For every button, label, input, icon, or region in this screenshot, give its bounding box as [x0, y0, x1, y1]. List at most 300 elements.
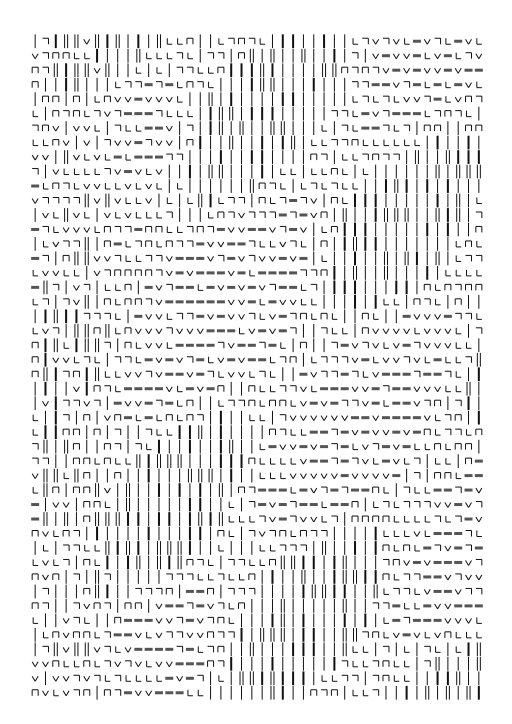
hook-glyph: [228, 559, 234, 565]
double-bar-glyph: [250, 179, 253, 193]
open-box-glyph: [94, 429, 100, 435]
open-box-glyph: [311, 154, 317, 160]
open-box-glyph: [146, 241, 152, 247]
chevron-glyph: [84, 227, 90, 232]
chevron-glyph: [424, 387, 430, 392]
corner-glyph: [384, 632, 389, 638]
hook-glyph: [300, 270, 306, 276]
corner-glyph: [229, 531, 234, 537]
corner-glyph: [477, 617, 482, 623]
corner-glyph: [446, 458, 451, 464]
corner-glyph: [343, 198, 348, 204]
chevron-glyph: [32, 676, 38, 681]
corner-glyph: [33, 487, 38, 493]
corner-glyph: [415, 140, 420, 146]
corner-glyph: [477, 313, 482, 319]
hook-glyph: [197, 82, 203, 88]
corner-glyph: [136, 255, 141, 261]
corner-glyph: [322, 183, 327, 189]
corner-glyph: [116, 313, 121, 319]
chevron-glyph: [42, 532, 48, 537]
chevron-glyph: [239, 372, 245, 377]
chevron-glyph: [32, 662, 38, 667]
chevron-glyph: [362, 474, 368, 479]
hook-glyph: [280, 226, 286, 232]
corner-glyph: [250, 559, 255, 565]
open-box-glyph: [156, 226, 162, 232]
open-box-glyph: [435, 473, 441, 479]
chevron-glyph: [259, 532, 265, 537]
hook-glyph: [42, 299, 48, 305]
chevron-glyph: [42, 560, 48, 565]
hook-glyph: [321, 154, 327, 160]
hook-glyph: [269, 212, 275, 218]
corner-glyph: [136, 125, 141, 131]
corner-glyph: [54, 690, 59, 696]
corner-glyph: [467, 111, 472, 117]
corner-glyph: [126, 675, 131, 681]
chevron-glyph: [94, 68, 100, 73]
hook-glyph: [259, 371, 265, 377]
double-bar-glyph: [457, 194, 460, 208]
hook-glyph: [218, 342, 224, 348]
chevron-glyph: [414, 633, 420, 638]
chevron-glyph: [197, 329, 203, 334]
hook-glyph: [239, 559, 245, 565]
corner-glyph: [43, 140, 48, 146]
double-bar-glyph: [354, 266, 357, 280]
open-box-glyph: [135, 270, 141, 276]
double-bar-glyph: [44, 440, 47, 454]
corner-glyph: [188, 53, 193, 59]
hook-glyph: [84, 284, 90, 290]
open-box-glyph: [455, 444, 461, 450]
corner-glyph: [353, 183, 358, 189]
double-bar-glyph: [395, 179, 398, 193]
chevron-glyph: [84, 126, 90, 131]
chevron-glyph: [73, 155, 79, 160]
chevron-glyph: [424, 68, 430, 73]
hook-glyph: [321, 371, 327, 377]
hook-glyph: [166, 574, 172, 580]
open-box-glyph: [239, 487, 245, 493]
double-bar-glyph: [106, 541, 109, 555]
open-box-glyph: [445, 284, 451, 290]
corner-glyph: [456, 357, 461, 363]
corner-glyph: [74, 661, 79, 667]
open-box-glyph: [32, 574, 38, 580]
chevron-glyph: [32, 199, 38, 204]
chevron-glyph: [404, 68, 410, 73]
corner-glyph: [260, 38, 265, 44]
chevron-glyph: [239, 227, 245, 232]
corner-glyph: [405, 531, 410, 537]
hook-glyph: [383, 111, 389, 117]
hook-glyph: [197, 675, 203, 681]
hook-glyph: [269, 284, 275, 290]
corner-glyph: [281, 169, 286, 175]
open-box-glyph: [32, 603, 38, 609]
corner-glyph: [157, 675, 162, 681]
double-bar-glyph: [178, 541, 181, 555]
hook-glyph: [476, 588, 482, 594]
open-box-glyph: [383, 661, 389, 667]
double-bar-glyph: [457, 165, 460, 179]
corner-glyph: [167, 198, 172, 204]
open-box-glyph: [321, 212, 327, 218]
hook-glyph: [280, 415, 286, 421]
chevron-glyph: [115, 97, 121, 102]
chevron-glyph: [135, 329, 141, 334]
hook-glyph: [166, 154, 172, 160]
chevron-glyph: [404, 54, 410, 59]
chevron-glyph: [269, 503, 275, 508]
corner-glyph: [467, 270, 472, 276]
corner-glyph: [178, 386, 183, 392]
hook-glyph: [73, 400, 79, 406]
hook-glyph: [424, 661, 430, 667]
hook-glyph: [156, 82, 162, 88]
corner-glyph: [363, 140, 368, 146]
corner-glyph: [147, 632, 152, 638]
chevron-glyph: [94, 647, 100, 652]
chevron-glyph: [42, 401, 48, 406]
double-bar-glyph: [271, 686, 274, 700]
chevron-glyph: [445, 604, 451, 609]
chevron-glyph: [156, 618, 162, 623]
corner-glyph: [270, 371, 275, 377]
corner-glyph: [436, 299, 441, 305]
chevron-glyph: [73, 213, 79, 218]
open-box-glyph: [53, 140, 59, 146]
double-bar-glyph: [219, 107, 222, 121]
chevron-glyph: [362, 401, 368, 406]
open-box-glyph: [104, 444, 110, 450]
chevron-glyph: [393, 54, 399, 59]
hook-glyph: [187, 125, 193, 131]
double-bar-glyph: [65, 440, 68, 454]
open-box-glyph: [104, 96, 110, 102]
chevron-glyph: [187, 271, 193, 276]
double-bar-glyph: [323, 541, 326, 555]
hook-glyph: [373, 690, 379, 696]
corner-glyph: [384, 140, 389, 146]
chevron-glyph: [311, 474, 317, 479]
hook-glyph: [373, 444, 379, 450]
open-box-glyph: [84, 661, 90, 667]
hook-glyph: [32, 458, 38, 464]
corner-glyph: [105, 284, 110, 290]
double-bar-glyph: [44, 512, 47, 526]
chevron-glyph: [466, 39, 472, 44]
open-box-glyph: [73, 96, 79, 102]
chevron-glyph: [42, 691, 48, 696]
chevron-glyph: [239, 256, 245, 261]
double-bar-glyph: [384, 208, 387, 222]
double-bar-glyph: [116, 512, 119, 526]
chevron-glyph: [300, 416, 306, 421]
chevron-glyph: [435, 329, 441, 334]
corner-glyph: [425, 357, 430, 363]
chevron-glyph: [125, 401, 131, 406]
chevron-glyph: [373, 39, 379, 44]
corner-glyph: [178, 226, 183, 232]
corner-glyph: [260, 415, 265, 421]
corner-glyph: [301, 429, 306, 435]
hook-glyph: [342, 487, 348, 493]
hook-glyph: [42, 67, 48, 73]
hook-glyph: [177, 632, 183, 638]
corner-glyph: [147, 661, 152, 667]
chevron-glyph: [269, 314, 275, 319]
hook-glyph: [32, 169, 38, 175]
chevron-glyph: [156, 358, 162, 363]
chevron-glyph: [197, 618, 203, 623]
chevron-glyph: [476, 517, 482, 522]
corner-glyph: [260, 473, 265, 479]
chevron-glyph: [414, 314, 420, 319]
corner-glyph: [250, 516, 255, 522]
corner-glyph: [95, 96, 100, 102]
hook-glyph: [104, 574, 110, 580]
chevron-glyph: [435, 343, 441, 348]
open-box-glyph: [249, 386, 255, 392]
corner-glyph: [105, 183, 110, 189]
chevron-glyph: [280, 300, 286, 305]
corner-glyph: [415, 444, 420, 450]
corner-glyph: [64, 342, 69, 348]
corner-glyph: [467, 632, 472, 638]
chevron-glyph: [435, 54, 441, 59]
open-box-glyph: [32, 67, 38, 73]
chevron-glyph: [342, 416, 348, 421]
corner-glyph: [394, 299, 399, 305]
corner-glyph: [157, 53, 162, 59]
hook-glyph: [280, 429, 286, 435]
open-box-glyph: [197, 226, 203, 232]
hook-glyph: [73, 574, 79, 580]
hook-glyph: [218, 632, 224, 638]
hook-glyph: [321, 531, 327, 537]
chevron-glyph: [228, 271, 234, 276]
open-box-glyph: [53, 487, 59, 493]
corner-glyph: [312, 299, 317, 305]
hook-glyph: [290, 313, 296, 319]
hook-glyph: [455, 400, 461, 406]
corner-glyph: [394, 96, 399, 102]
chevron-glyph: [208, 604, 214, 609]
hook-glyph: [135, 241, 141, 247]
open-box-glyph: [373, 487, 379, 493]
open-box-glyph: [125, 284, 131, 290]
corner-glyph: [405, 458, 410, 464]
open-box-glyph: [445, 111, 451, 117]
chevron-glyph: [414, 532, 420, 537]
corner-glyph: [374, 140, 379, 146]
corner-glyph: [322, 516, 327, 522]
hook-glyph: [115, 357, 121, 363]
chevron-glyph: [445, 343, 451, 348]
chevron-glyph: [187, 633, 193, 638]
hook-glyph: [32, 444, 38, 450]
corner-glyph: [405, 661, 410, 667]
corner-glyph: [126, 125, 131, 131]
double-bar-glyph: [54, 338, 57, 352]
double-bar-glyph: [85, 642, 88, 656]
hook-glyph: [249, 588, 255, 594]
hook-glyph: [342, 675, 348, 681]
open-box-glyph: [84, 632, 90, 638]
chevron-glyph: [156, 300, 162, 305]
corner-glyph: [209, 212, 214, 218]
open-box-glyph: [331, 690, 337, 696]
double-bar-glyph: [75, 34, 78, 48]
open-box-glyph: [104, 458, 110, 464]
corner-glyph: [467, 342, 472, 348]
double-bar-glyph: [261, 63, 264, 77]
corner-glyph: [95, 458, 100, 464]
corner-glyph: [85, 111, 90, 117]
chevron-glyph: [476, 488, 482, 493]
chevron-glyph: [393, 445, 399, 450]
corner-glyph: [477, 198, 482, 204]
corner-glyph: [332, 313, 337, 319]
open-box-glyph: [208, 632, 214, 638]
hook-glyph: [218, 661, 224, 667]
chevron-glyph: [373, 474, 379, 479]
chevron-glyph: [63, 227, 69, 232]
double-bar-glyph: [271, 628, 274, 642]
corner-glyph: [209, 559, 214, 565]
chevron-glyph: [393, 358, 399, 363]
double-bar-glyph: [96, 570, 99, 584]
corner-glyph: [291, 487, 296, 493]
double-bar-glyph: [374, 585, 377, 599]
hook-glyph: [73, 198, 79, 204]
chevron-glyph: [466, 575, 472, 580]
double-bar-glyph: [467, 165, 470, 179]
chevron-glyph: [73, 387, 79, 392]
corner-glyph: [425, 82, 430, 88]
chevron-glyph: [156, 343, 162, 348]
open-box-glyph: [53, 632, 59, 638]
double-bar-glyph: [157, 454, 160, 468]
corner-glyph: [425, 53, 430, 59]
corner-glyph: [394, 125, 399, 131]
hook-glyph: [187, 226, 193, 232]
corner-glyph: [456, 255, 461, 261]
corner-glyph: [33, 111, 38, 117]
hook-glyph: [383, 559, 389, 565]
open-box-glyph: [73, 371, 79, 377]
hook-glyph: [393, 588, 399, 594]
hook-glyph: [373, 661, 379, 667]
corner-glyph: [85, 545, 90, 551]
hook-glyph: [73, 675, 79, 681]
corner-glyph: [425, 111, 430, 117]
corner-glyph: [74, 357, 79, 363]
double-bar-glyph: [343, 556, 346, 570]
double-bar-glyph: [292, 556, 295, 570]
corner-glyph: [126, 255, 131, 261]
chevron-glyph: [300, 517, 306, 522]
hook-glyph: [476, 328, 482, 334]
hook-glyph: [187, 603, 193, 609]
corner-glyph: [405, 38, 410, 44]
chevron-glyph: [84, 184, 90, 189]
open-box-glyph: [187, 559, 193, 565]
corner-glyph: [209, 574, 214, 580]
double-bar-glyph: [219, 121, 222, 135]
double-bar-glyph: [354, 237, 357, 251]
hook-glyph: [435, 516, 441, 522]
corner-glyph: [105, 371, 110, 377]
hook-glyph: [73, 241, 79, 247]
hook-glyph: [383, 603, 389, 609]
open-box-glyph: [476, 429, 482, 435]
double-bar-glyph: [230, 440, 233, 454]
chevron-glyph: [424, 343, 430, 348]
hook-glyph: [187, 574, 193, 580]
corner-glyph: [116, 284, 121, 290]
open-box-glyph: [73, 111, 79, 117]
hook-glyph: [404, 357, 410, 363]
open-box-glyph: [104, 690, 110, 696]
double-bar-glyph: [343, 628, 346, 642]
chevron-glyph: [249, 329, 255, 334]
hook-glyph: [115, 226, 121, 232]
hook-glyph: [466, 588, 472, 594]
double-bar-glyph: [54, 63, 57, 77]
double-bar-glyph: [436, 657, 439, 671]
open-box-glyph: [466, 241, 472, 247]
chevron-glyph: [373, 343, 379, 348]
hook-glyph: [228, 632, 234, 638]
open-box-glyph: [166, 588, 172, 594]
double-bar-glyph: [106, 63, 109, 77]
hook-glyph: [166, 632, 172, 638]
corner-glyph: [436, 429, 441, 435]
open-box-glyph: [435, 444, 441, 450]
open-box-glyph: [208, 588, 214, 594]
double-bar-glyph: [261, 78, 264, 92]
hook-glyph: [249, 255, 255, 261]
chevron-glyph: [424, 39, 430, 44]
chevron-glyph: [455, 68, 461, 73]
corner-glyph: [157, 415, 162, 421]
chevron-glyph: [94, 256, 100, 261]
hook-glyph: [383, 125, 389, 131]
chevron-glyph: [166, 126, 172, 131]
double-bar-glyph: [415, 150, 418, 164]
hook-glyph: [94, 313, 100, 319]
corner-glyph: [229, 516, 234, 522]
open-box-glyph: [42, 96, 48, 102]
corner-glyph: [116, 212, 121, 218]
hook-glyph: [455, 429, 461, 435]
open-box-glyph: [208, 661, 214, 667]
chevron-glyph: [166, 618, 172, 623]
hook-glyph: [280, 545, 286, 551]
hook-glyph: [228, 198, 234, 204]
double-bar-glyph: [65, 34, 68, 48]
open-box-glyph: [424, 125, 430, 131]
chevron-glyph: [383, 474, 389, 479]
double-bar-glyph: [96, 512, 99, 526]
chevron-glyph: [63, 633, 69, 638]
chevron-glyph: [53, 503, 59, 508]
hook-glyph: [362, 154, 368, 160]
